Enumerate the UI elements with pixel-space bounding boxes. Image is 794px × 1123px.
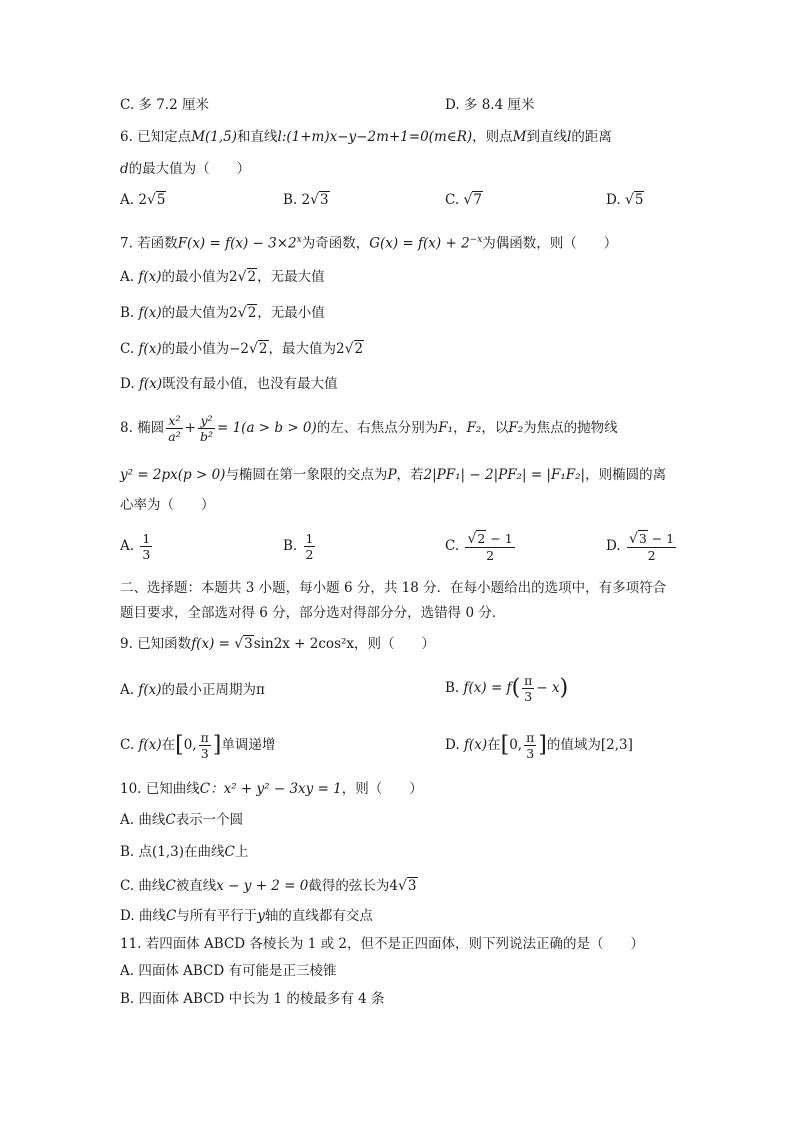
q7-text: 为奇函数， xyxy=(301,235,370,252)
range: [2,3] xyxy=(600,737,633,753)
option-label: D. xyxy=(606,538,621,554)
line-equation: x − y + 2 = 0 xyxy=(216,878,309,894)
numerator: y² xyxy=(198,413,215,429)
option-text: B. 点 xyxy=(120,844,153,860)
denominator: 2 xyxy=(486,548,495,563)
option-text: 的最小正周期为 xyxy=(161,682,256,698)
numerator: √3 − 1 xyxy=(628,531,675,547)
option-label: D. xyxy=(445,737,460,753)
radicand: 3 xyxy=(320,192,329,208)
option-text: A. 曲线 xyxy=(120,812,166,828)
option-text: D. 曲线 xyxy=(120,908,166,924)
q9-expression: sin2x + 2cos²x xyxy=(253,636,355,652)
option-text: ，无最大值 xyxy=(257,269,325,285)
numerator: π xyxy=(524,673,533,688)
option-text: 单调递增 xyxy=(221,737,276,753)
interval-start: 0, xyxy=(509,737,523,753)
q7-number: 7. xyxy=(120,235,133,252)
q7-text: 若函数 xyxy=(137,235,178,252)
q8-frac-y xyxy=(198,413,215,444)
fraction xyxy=(524,730,536,761)
q8-ellipse-condition: = 1(a > b > 0) xyxy=(216,420,317,436)
option-label: A. xyxy=(120,192,135,208)
q8-frac-x xyxy=(166,413,182,444)
q9-option-d[interactable] xyxy=(445,725,633,766)
option-text: ，最大值为 xyxy=(268,341,337,357)
radicand: 7 xyxy=(473,192,482,208)
option-label: B. xyxy=(283,538,298,554)
option-text: 与所有平行于 xyxy=(176,908,258,924)
q7-f-expression: F(x) = f(x) − 3×2 xyxy=(177,235,297,252)
coef: 2 xyxy=(336,341,345,357)
denominator: 3 xyxy=(526,746,535,761)
left-paren: ( xyxy=(511,675,521,701)
section-two-heading-line1: 二、选择题：本题共 3 小题，每小题 6 分，共 18 分．在每小题给出的选项中，有多项符合 xyxy=(120,580,667,596)
option-text: 在 xyxy=(487,737,501,753)
option-label: C. xyxy=(445,192,460,208)
q10-number: 10. xyxy=(120,781,142,797)
option-label: C. xyxy=(120,737,135,753)
q8-stem-line1 xyxy=(120,410,618,446)
coef: 2 xyxy=(138,192,147,208)
q8-number: 8. xyxy=(120,420,133,436)
q6-option-d[interactable]: D. √5 xyxy=(606,192,644,208)
q10-text: 已知曲线 xyxy=(145,781,200,797)
q6-text: 的距离 xyxy=(571,129,612,145)
q7-option-a[interactable]: A. f(x)的最小值为2√2，无最大值 xyxy=(120,269,325,285)
fx: f(x) xyxy=(138,682,162,698)
option-text: 在 xyxy=(161,737,176,753)
coef: 2 xyxy=(229,269,238,285)
q8-text: ， xyxy=(453,420,467,436)
denominator: b² xyxy=(199,429,213,444)
right-bracket: ] xyxy=(212,732,222,758)
q7-g-expression: G(x) = f(x) + 2 xyxy=(369,235,470,252)
fraction xyxy=(304,531,316,562)
option-label: B. xyxy=(283,192,298,208)
radicand: 2 xyxy=(258,341,268,357)
radicand: 2 xyxy=(477,531,486,546)
option-text: 的最小值为 xyxy=(161,341,230,357)
q8-text: ，则椭圆的离 xyxy=(585,467,667,483)
numerator: x² xyxy=(166,413,182,429)
q7-g-exponent: −x xyxy=(469,235,483,245)
numerator-rest: − 1 xyxy=(647,531,675,546)
q8-parabola: y² = 2px(p > 0) xyxy=(120,467,226,483)
q9-text: 已知函数 xyxy=(137,636,192,652)
q8-f2: F₂ xyxy=(466,420,482,436)
numerator: 1 xyxy=(142,531,151,546)
fraction xyxy=(465,530,514,563)
option-text: 上 xyxy=(234,844,249,860)
q10-curve-equation: C：x² + y² − 3xy = 1 xyxy=(199,781,342,797)
radicand: 3 xyxy=(407,878,417,894)
q6-point: M(1,5) xyxy=(191,129,238,145)
coef: 2 xyxy=(301,192,311,208)
q8-point-p: P xyxy=(387,467,397,483)
q11-option-a[interactable]: A. 四面体 ABCD 有可能是正三棱锥 xyxy=(120,963,337,979)
fx: f(x) xyxy=(138,737,162,753)
q6-text: 和直线 xyxy=(237,129,278,145)
q7-option-b[interactable]: B. f(x)的最大值为2√2，无最小值 xyxy=(120,305,325,321)
option-label: A. xyxy=(120,538,135,554)
denominator: 2 xyxy=(305,547,314,562)
q6-text: 的最大值为（ ） xyxy=(128,161,251,177)
q9-number: 9. xyxy=(120,636,133,652)
q6-stem-line2 xyxy=(120,159,250,179)
q6-stem-line1 xyxy=(120,127,612,147)
var-y: y xyxy=(257,908,265,924)
q10-text: ，则（ ） xyxy=(341,781,423,797)
coef: 4 xyxy=(389,878,398,894)
q8-text: ，以 xyxy=(481,420,509,436)
option-label: B. xyxy=(120,305,135,321)
q8-stem-line3: 心率为（ ） xyxy=(120,497,215,513)
option-label: D. xyxy=(120,376,135,392)
q6-option-b[interactable]: B. 2√3 xyxy=(283,192,329,208)
option-text: 表示一个圆 xyxy=(175,812,244,828)
denominator: 2 xyxy=(647,548,656,563)
left-bracket: [ xyxy=(175,732,184,758)
denominator: 3 xyxy=(524,689,533,704)
option-label: A. xyxy=(120,682,135,698)
var-c: C xyxy=(165,878,176,894)
q10-option-c[interactable]: C. 曲线C被直线x − y + 2 = 0截得的弦长为4√3 xyxy=(120,878,417,894)
q9-b-expression: f(x) = f xyxy=(463,680,512,696)
q7-stem xyxy=(120,230,617,254)
option-text: 被直线 xyxy=(175,878,217,894)
fx: f(x) xyxy=(138,269,162,285)
numerator: 1 xyxy=(305,531,314,546)
q8-f2: F₂ xyxy=(508,420,524,436)
q8-text: ，若 xyxy=(396,467,424,483)
q9-b-rest: − x xyxy=(536,680,560,696)
pi: π xyxy=(256,682,265,698)
coef: −2 xyxy=(229,341,249,357)
q8-option-a[interactable] xyxy=(120,528,154,564)
option-text: 的最小值为 xyxy=(161,269,229,285)
q8-option-b[interactable] xyxy=(283,528,317,564)
left-bracket: [ xyxy=(500,732,510,758)
right-bracket: ] xyxy=(538,732,547,758)
radicand: 3 xyxy=(244,636,253,652)
option-text: 既没有最小值，也没有最大值 xyxy=(162,376,338,392)
prev-option-d: D. 多 8.4 厘米 xyxy=(445,97,535,113)
option-text: ，无最小值 xyxy=(257,305,325,321)
q6-text: 已知定点 xyxy=(137,129,192,145)
fraction xyxy=(522,673,534,704)
q8-text: 为焦点的抛物线 xyxy=(523,420,618,436)
q6-var-l: l xyxy=(567,129,572,145)
q6-var-m: M xyxy=(512,129,527,145)
q8-stem-line2 xyxy=(120,465,666,485)
radicand: 5 xyxy=(634,192,644,208)
option-text: C. 曲线 xyxy=(120,878,166,894)
fraction xyxy=(199,730,211,761)
option-label: B. xyxy=(445,680,460,696)
q7-option-d[interactable] xyxy=(120,374,338,394)
q10-stem xyxy=(120,779,423,799)
option-label: D. xyxy=(606,192,621,208)
q6-text: ，则点 xyxy=(472,129,513,145)
q11-option-b[interactable]: B. 四面体 ABCD 中长为 1 的棱最多有 4 条 xyxy=(120,991,385,1007)
q6-text: 到直线 xyxy=(526,129,567,145)
fx: f(x) xyxy=(138,305,162,321)
q10-option-a[interactable] xyxy=(120,810,243,830)
denominator: 3 xyxy=(200,746,209,761)
prev-option-c: C. 多 7.2 厘米 xyxy=(120,97,209,113)
q6-option-a[interactable]: A. 2√5 xyxy=(120,192,166,208)
point: (1,3) xyxy=(152,844,185,860)
var-c: C xyxy=(165,812,176,828)
q9-option-a[interactable] xyxy=(120,680,265,700)
q8-condition: 2|PF₁| − 2|PF₂| = |F₁F₂| xyxy=(423,467,586,483)
option-label: C. xyxy=(120,341,135,357)
q9-text: ，则（ ） xyxy=(354,636,436,652)
numerator: π xyxy=(526,730,535,745)
radicand: 2 xyxy=(247,305,257,321)
q7-f-exponent: x xyxy=(296,235,302,245)
option-text: 在曲线 xyxy=(184,844,225,860)
option-text: 轴的直线都有交点 xyxy=(264,908,373,924)
option-label: C. xyxy=(445,538,460,554)
fraction xyxy=(140,531,152,562)
radicand: 5 xyxy=(156,192,166,208)
fraction xyxy=(627,530,676,563)
q9-expression: f(x) = xyxy=(191,636,235,652)
q9-stem: 9. 已知函数f(x) = √3sin2x + 2cos²x，则（ ） xyxy=(120,636,436,652)
q8-option-c[interactable] xyxy=(445,528,517,564)
q8-text: 的左、右焦点分别为 xyxy=(316,420,439,436)
q6-number: 6. xyxy=(120,129,133,145)
numerator: √2 − 1 xyxy=(467,531,513,547)
var-c: C xyxy=(165,908,177,924)
q10-option-b[interactable] xyxy=(120,842,248,862)
fx: f(x) xyxy=(138,341,162,357)
q7-text: 为偶函数，则（ ） xyxy=(482,235,618,252)
fx: f(x) xyxy=(138,376,163,392)
option-text: 截得的弦长为 xyxy=(308,878,390,894)
plus-sign: + xyxy=(184,420,196,436)
option-label: A. xyxy=(120,269,135,285)
q8-text: 椭圆 xyxy=(137,420,165,436)
q8-option-d[interactable] xyxy=(606,528,678,564)
var-c: C xyxy=(224,844,235,860)
radicand: 3 xyxy=(638,531,647,546)
option-text: 的最大值为 xyxy=(161,305,230,321)
q8-f1: F₁ xyxy=(438,420,454,436)
q6-line-equation: l:(1+m)x−y−2m+1=0(m∈R) xyxy=(277,129,473,145)
q11-stem: 11. 若四面体 ABCD 各棱长为 1 或 2，但不是正四面体，则下列说法正确的是（ ） xyxy=(120,936,644,952)
denominator: a² xyxy=(168,429,181,444)
q7-option-c[interactable]: C. f(x)的最小值为−2√2，最大值为2√2 xyxy=(120,341,364,357)
q9-option-c[interactable] xyxy=(120,725,275,766)
right-paren: ) xyxy=(559,675,569,701)
denominator: 3 xyxy=(142,547,151,562)
coef: 2 xyxy=(229,305,238,321)
q10-option-d[interactable] xyxy=(120,906,373,926)
interval-start: 0, xyxy=(183,737,197,753)
numerator: π xyxy=(200,730,209,745)
q6-var-d: d xyxy=(120,161,129,177)
radicand: 2 xyxy=(247,269,257,285)
option-text: 的值域为 xyxy=(546,737,601,753)
section-two-heading-line2: 题目要求，全部选对得 6 分，部分选对得部分分，选错得 0 分． xyxy=(120,605,506,621)
numerator-rest: − 1 xyxy=(486,531,513,546)
fx: f(x) xyxy=(463,737,488,753)
q8-text: 与椭圆在第一象限的交点为 xyxy=(225,467,388,483)
q9-option-b[interactable] xyxy=(445,668,568,709)
q6-option-c[interactable]: C. √7 xyxy=(445,192,482,208)
radicand: 2 xyxy=(354,341,364,357)
